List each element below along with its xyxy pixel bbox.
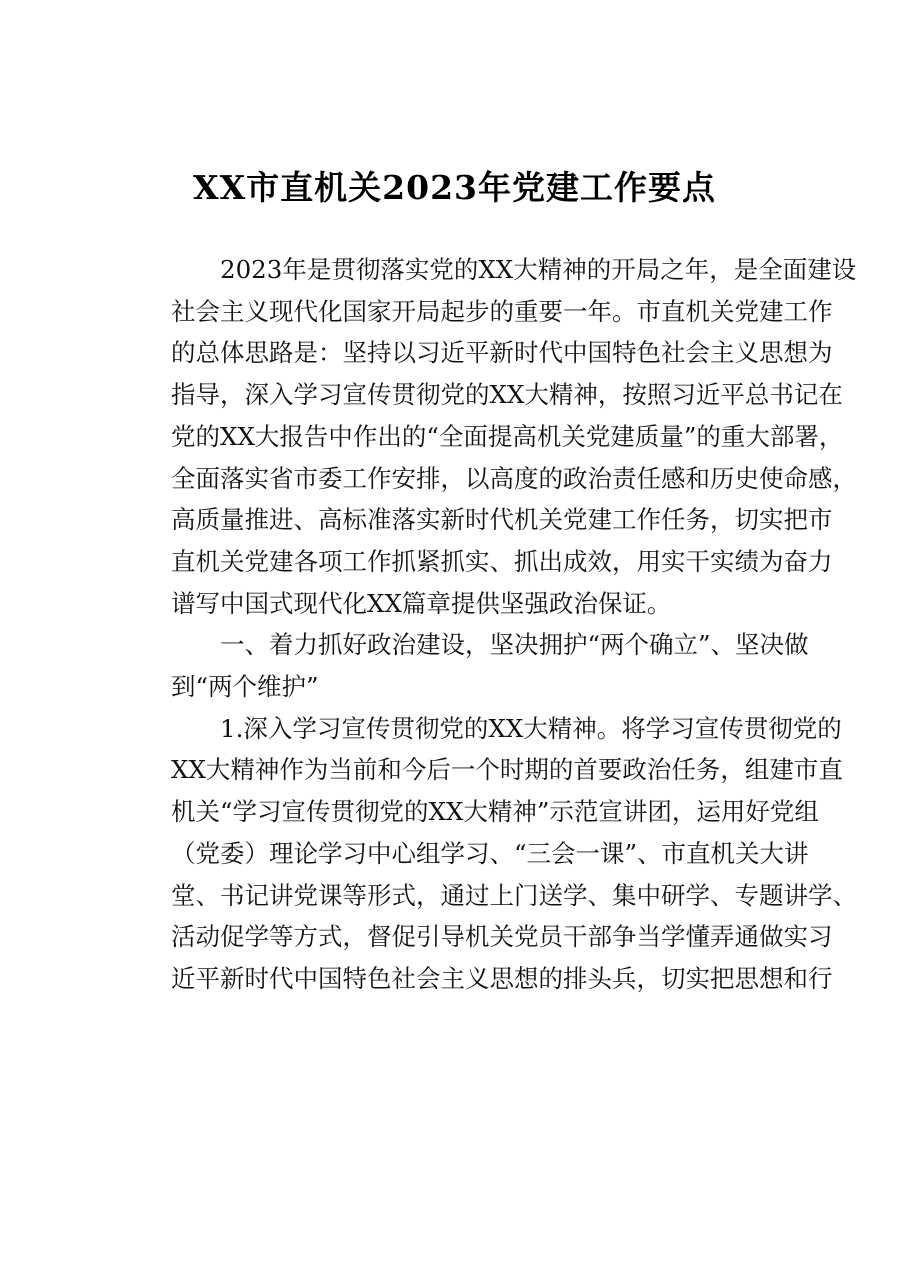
text-line: 社会主义现代化国家开局起步的重要一年。市直机关党建工作 [171,296,833,326]
text-line: 直机关党建各项工作抓紧抓实、抓出成效，用实干实绩为奋力 [171,546,833,576]
text-line: 党的XX大报告中作出的“全面提高机关党建质量”的重大部署， [171,421,844,451]
text-line: 堂、书记讲党课等形式，通过上门送学、集中研学、专题讲学、 [171,880,857,910]
text-line: 到“两个维护” [171,672,319,702]
section-heading-1 [122,624,809,707]
paragraph-intro [122,249,857,624]
text-line: 近平新时代中国特色社会主义思想的排头兵，切实把思想和行 [171,963,833,993]
text-line: 机关“学习宣传贯彻党的XX大精神”示范宣讲团，运用好党组 [171,797,819,827]
text-line: XX大精神作为当前和今后一个时期的首要政治任务，组建市直 [171,755,843,785]
document-title: XX市直机关2023年党建工作要点 [192,168,717,207]
text-line: 1.深入学习宣传贯彻党的XX大精神。将学习宣传贯彻党的 [220,713,842,743]
text-line: 谱写中国式现代化XX篇章提供坚强政治保证。 [171,588,672,618]
text-line: 活动促学等方式，督促引导机关党员干部争当学懂弄通做实习 [171,922,833,952]
text-line: 一、着力抓好政治建设，坚决拥护“两个确立”、坚决做 [220,630,809,660]
text-line: （党委）理论学习中心组学习、“三会一课”、市直机关大讲 [171,838,809,868]
text-line: 全面落实省市委工作安排，以高度的政治责任感和历史使命感， [171,463,857,493]
paragraph-item-1 [122,708,857,1000]
text-line: 高质量推进、高标准落实新时代机关党建工作任务，切实把市 [171,505,833,535]
text-line: 2023年是贯彻落实党的XX大精神的开局之年，是全面建设 [220,255,857,284]
text-line: 的总体思路是：坚持以习近平新时代中国特色社会主义思想为 [171,338,833,368]
document-body [122,249,857,1000]
text-line: 指导，深入学习宣传贯彻党的XX大精神，按照习近平总书记在 [171,380,843,410]
